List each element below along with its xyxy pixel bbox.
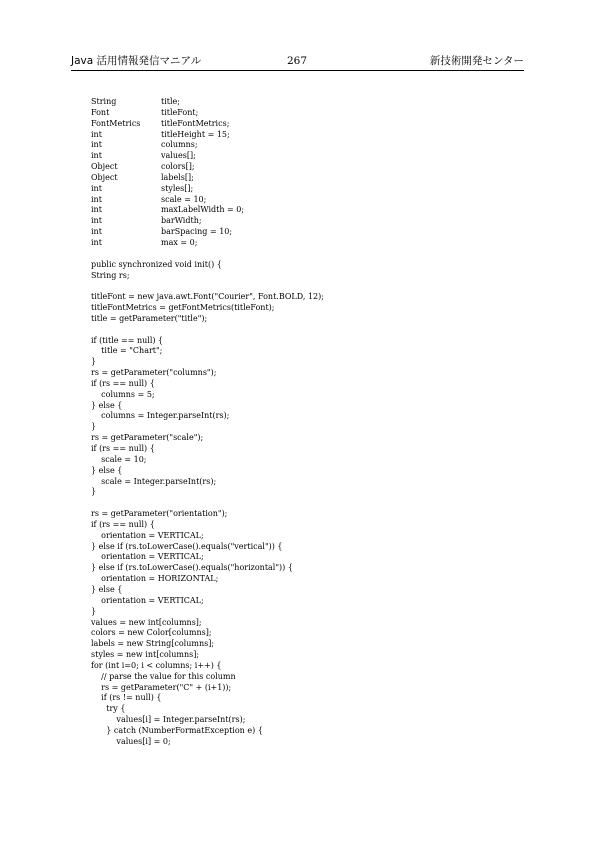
code-line: rs = getParameter("scale"); — [91, 433, 204, 443]
declaration-name: colors[]; — [161, 162, 195, 172]
code-line: styles = new int[columns]; — [91, 650, 200, 660]
code-line: if (rs == null) { — [91, 519, 155, 529]
declaration-name: titleHeight = 15; — [161, 129, 230, 139]
declaration-type: String — [91, 97, 117, 106]
declaration-line — [91, 216, 531, 227]
code-line: title = "Chart"; — [91, 346, 163, 356]
declaration-name: titleFont; — [161, 107, 199, 117]
code-line: // parse the value for this column — [91, 671, 236, 681]
code-line: titleFontMetrics = getFontMetrics(titleFont); — [91, 303, 275, 313]
code-line: values[i] = Integer.parseInt(rs); — [91, 715, 246, 725]
code-line: } else { — [91, 400, 123, 410]
declaration-line — [91, 162, 531, 173]
declaration-name: styles[]; — [161, 183, 194, 193]
code-line: values[i] = 0; — [91, 736, 171, 746]
code-line — [91, 325, 531, 336]
declaration-line — [91, 195, 531, 206]
code-line: } — [91, 422, 97, 432]
code-line: rs = getParameter("C" + (i+1)); — [91, 682, 232, 692]
code-line: colors = new Color[columns]; — [91, 628, 212, 638]
declaration-line — [91, 184, 531, 195]
declaration-type: Object — [91, 162, 118, 172]
declaration-type: int — [91, 194, 102, 204]
code-line: rs = getParameter("columns"); — [91, 368, 217, 378]
declaration-name: max = 0; — [161, 237, 198, 247]
code-line: labels = new String[columns]; — [91, 639, 215, 649]
declaration-type: Object — [91, 172, 118, 182]
declaration-type: Font — [91, 107, 110, 117]
declaration-type: int — [91, 227, 102, 237]
code-line: } else if (rs.toLowerCase().equals("horizontal")) { — [91, 563, 293, 573]
declaration-line — [91, 205, 531, 216]
declaration-type: int — [91, 216, 102, 226]
code-line: if (title == null) { — [91, 335, 164, 345]
code-line: columns = Integer.parseInt(rs); — [91, 411, 230, 421]
declaration-line — [91, 151, 531, 162]
code-body — [91, 249, 531, 748]
declaration-line — [91, 108, 531, 119]
declaration-type: int — [91, 151, 102, 161]
declaration-line — [91, 130, 531, 141]
declaration-line — [91, 227, 531, 238]
code-line: title = getParameter("title"); — [91, 313, 208, 323]
code-line: } else if (rs.toLowerCase().equals("vertical")) { — [91, 541, 283, 551]
declaration-name: barWidth; — [161, 216, 202, 226]
code-line: titleFont = new java.awt.Font("Courier", Font.BOLD, 12); — [91, 292, 324, 302]
page-number: 267 — [287, 55, 308, 67]
declaration-name: maxLabelWidth = 0; — [161, 205, 245, 215]
page-header — [71, 54, 524, 69]
code-line: } — [91, 606, 97, 616]
code-line: values = new int[columns]; — [91, 617, 202, 627]
header-title: Java 活用情報発信マニアル — [71, 55, 202, 67]
code-line: orientation = HORIZONTAL; — [91, 574, 219, 584]
code-line: String rs; — [91, 270, 130, 280]
code-line: scale = Integer.parseInt(rs); — [91, 476, 217, 486]
declaration-type: int — [91, 237, 102, 247]
declaration-line — [91, 173, 531, 184]
declaration-type: int — [91, 129, 102, 139]
declaration-line — [91, 97, 531, 108]
code-line: } — [91, 357, 97, 367]
code-line: rs = getParameter("orientation"); — [91, 509, 228, 519]
code-line: if (rs != null) { — [91, 693, 162, 703]
declaration-name: values[]; — [161, 151, 196, 161]
code-line: columns = 5; — [91, 389, 155, 399]
code-line: scale = 10; — [91, 454, 147, 464]
declarations-block — [91, 97, 531, 249]
code-line: orientation = VERTICAL; — [91, 595, 204, 605]
declaration-type: int — [91, 205, 102, 215]
declaration-type: FontMetrics — [91, 118, 141, 128]
code-line: if (rs == null) { — [91, 378, 155, 388]
header-organization: 新技術開発センター — [429, 55, 524, 67]
declaration-line — [91, 119, 531, 130]
code-line: orientation = VERTICAL; — [91, 552, 204, 562]
header-rule — [71, 70, 524, 71]
code-line: } catch (NumberFormatException e) { — [91, 725, 263, 735]
code-line: try { — [91, 704, 126, 714]
declaration-name: barSpacing = 10; — [161, 227, 233, 237]
declaration-name: title; — [161, 97, 180, 106]
declaration-name: columns; — [161, 140, 198, 150]
code-line: for (int i=0; i < columns; i++) { — [91, 660, 222, 670]
declaration-line — [91, 140, 531, 151]
code-line — [91, 281, 531, 292]
code-line — [91, 249, 531, 260]
declaration-name: titleFontMetrics; — [161, 118, 230, 128]
code-line: } else { — [91, 584, 123, 594]
code-line: } else { — [91, 465, 123, 475]
code-line: if (rs == null) { — [91, 444, 155, 453]
declaration-name: scale = 10; — [161, 194, 207, 204]
declaration-name: labels[]; — [161, 172, 194, 182]
declaration-type: int — [91, 183, 102, 193]
code-line: public synchronized void init() { — [91, 259, 222, 269]
declaration-type: int — [91, 140, 102, 150]
code-line: orientation = VERTICAL; — [91, 530, 204, 540]
declaration-line — [91, 238, 531, 249]
code-line: } — [91, 487, 97, 497]
code-line — [91, 498, 531, 509]
code-listing — [91, 97, 531, 748]
